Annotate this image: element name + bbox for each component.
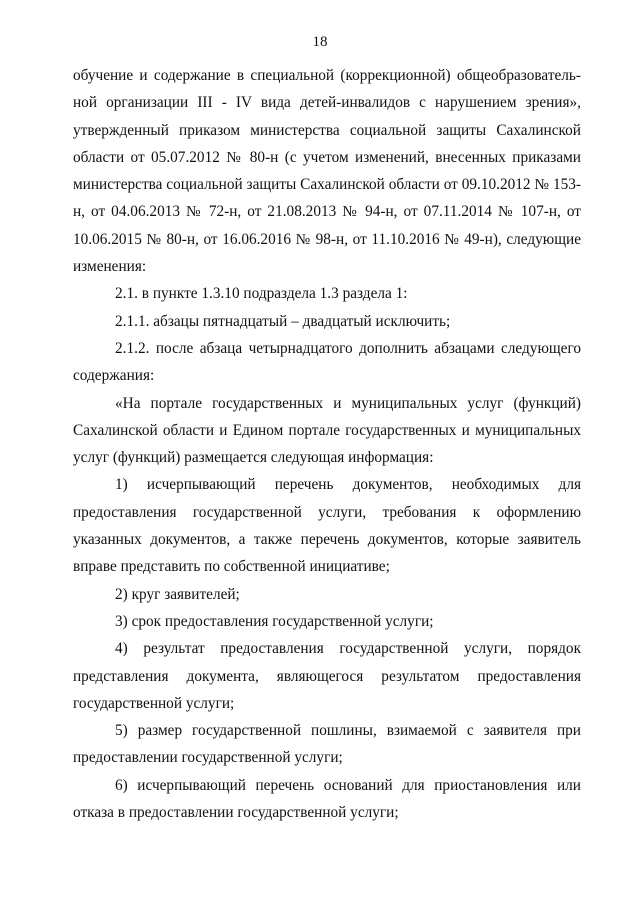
- list-item-5: 5) размер государственной пошлины, взимаемой с заявителя при предоставлении государственной услуги;: [73, 722, 581, 767]
- list-item-2: 2) круг заявителей;: [115, 585, 240, 603]
- paragraph-2-1-2: 2.1.2. после абзаца четырнадцатого дополнить абзацами следующего содержания:: [73, 339, 581, 385]
- paragraph-2-1-1: 2.1.1. абзацы пятнадцатый – двадцатый исключить;: [115, 312, 451, 330]
- paragraph-quote-start: «На портале государственных и муниципальных услуг (функций) Сахалинской области и Едином портале государственных и муниципальных услуг (функций) размещается следующая информация:: [73, 394, 581, 467]
- document-body: [73, 62, 581, 826]
- list-item-6: 6) исчерпывающий перечень оснований для приостановления или отказа в предоставлении государственной услуги;: [73, 776, 581, 822]
- paragraph-2-1: 2.1. в пункте 1.3.10 подраздела 1.3 раздела 1:: [115, 285, 408, 303]
- paragraph-intro: обучение и содержание в специальной (коррекционной) общеобразователь-ной организации III - IV вида детей-инвалидов с нарушением зрения», утвержденный приказом министерства социальной защиты Сахалинской области от 05.07.2012 № 80-н (с учетом изменений, внесенных приказами министерства социальной защиты Сахалинской области от 09.10.2012 № 153-н, от 04.06.2013 № 72-н, от 21.08.2013 № 94-н, от 07.11.2014 № 107-н, от 10.06.2015 № 80-н, от 16.06.2016 № 98-н, от 11.10.2016 № 49-н), следующие изменения:: [73, 67, 581, 276]
- list-item-1: 1) исчерпывающий перечень документов, необходимых для предоставления государственной услуги, требования к оформлению указанных документов, а также перечень документов, которые заявитель вправе представить по собственной инициативе;: [73, 476, 581, 576]
- list-item-3: 3) срок предоставления государственной услуги;: [115, 612, 434, 630]
- page-number: 18: [312, 34, 328, 50]
- list-item-4: 4) результат предоставления государственной услуги, порядок представления документа, являющегося результатом предоставления государственной услуги;: [73, 640, 581, 712]
